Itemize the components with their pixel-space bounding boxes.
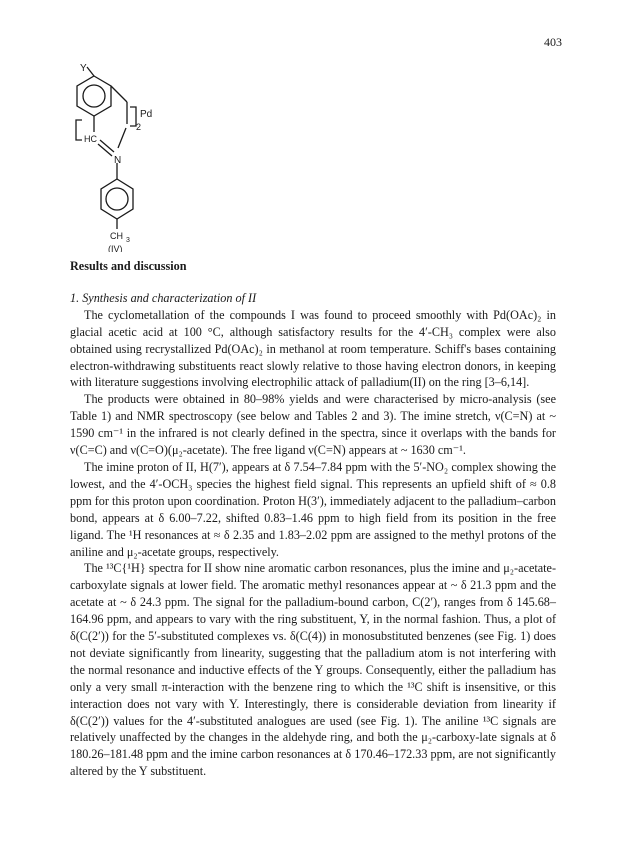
subsection-heading: 1. Synthesis and characterization of II — [70, 290, 257, 305]
substituent-y-label: Y — [80, 63, 87, 74]
page-number: 403 — [544, 35, 562, 49]
imine-hc-label: HC — [84, 134, 97, 144]
left-bracket — [76, 120, 82, 140]
paragraph-2: The products were obtained in 80–98% yields and were characterised by micro-analysis (see Table 1) and NMR spectroscopy (see below and Tables 2 and 3). The imine stretch, ν(C=N) at ~ 1590 cm⁻¹ in the infrared is not clearly defined in the spectra, since it overlaps with the bands for ν(C=C) and ν(C=O)(μ₂-acetate). The free ligand ν(C=N) appears at ~ 1630 cm⁻¹. — [70, 392, 556, 458]
article-body — [70, 258, 556, 780]
upper-benzene-ring — [77, 76, 111, 116]
paragraph-4: The ¹³C{¹H} spectra for II show nine aromatic carbon resonances, plus the imine and μ₂-acetate-carboxylate signals at lower field. The aromatic methyl resonances appear at ~ δ 21.3 ppm and the acetate at ~ δ 24.3 ppm. The signal for the palladium-bound carbon, C(2′), ranges from δ 145.68–164.96 ppm, and appears to vary with the ring substituent, Y, in the normal fashion. Thus, a plot of δ(C(2′)) for the 5′-substituted complexes vs. δ(C(4)) in monosubstituted benzenes (see Fig. 1) does not deviate significantly from linearity, suggesting that the palladium atom is not interfering with the normal resonance and inductive effects of the Y groups. Consequently, either the palladium has only a very small π-interaction with the benzene ring to which the ¹³C shift is insensitive, or this interaction does not vary with Y. Interestingly, there is considerable deviation from linearity if δ(C(2′)) values for the 4′-substituted analogues are used (see Fig. 1). The aniline ¹³C signals are relatively unaffected by the changes in the aldehyde ring, and both the μ₂-carboxy-late signals at δ 180.26–181.48 ppm and the imine carbon resonances at δ 170.46–172.33 ppm, are not significantly altered by the Y substituent. — [70, 561, 556, 779]
y-bond — [87, 67, 94, 76]
cn-double-bond-a — [100, 140, 114, 152]
paragraph-1: The cyclometallation of the compounds I was found to proceed smoothly with Pd(OAc)₂ in glacial acetic acid at 100 °C, although satisfactory results for the 4′-CH₃ complex were also obtained using recrystallized Pd(OAc)₂ in methanol at room temperature. Schiff's bases containing electron-withdrawing substituents react slowly relative to those having electron donors, in keeping with literature suggestions involving electrophilic attack of palladium(II) on the ring [3–6,14]. — [70, 307, 556, 390]
n-pd-bond — [118, 128, 126, 148]
methyl-label: CH — [110, 231, 123, 241]
structure-drawing — [70, 62, 230, 252]
chemical-structure-iv — [70, 62, 230, 252]
lower-ring-aromatic-circle — [106, 188, 128, 210]
dimer-subscript-label: 2 — [136, 122, 142, 132]
paragraph-3: The imine proton of II, H(7′), appears at δ 7.54–7.84 ppm with the 5′-NO₂ complex showing the lowest, and the 4′-OCH₃ species the highest field signal. This represents an upfield shift of ≈ 0.8 ppm for this proton upon coordination. Proton H(3′), immediately adjacent to the palladium–carbon bond, appears at δ 6.00–7.22, shifted 0.83–1.46 ppm to high field from its position in the free ligand. The ¹H resonances at ≈ δ 2.35 and 1.83–2.02 ppm are assigned to the methyl protons of the aniline and μ₂-acetate groups, respectively. — [70, 459, 556, 559]
upper-ring-aromatic-circle — [83, 85, 105, 107]
cn-double-bond-b — [98, 144, 112, 156]
palladium-label: Pd — [140, 109, 153, 120]
ring-pd-bond — [111, 86, 127, 102]
methyl-subscript-label: 3 — [126, 237, 130, 244]
nitrogen-label: N — [114, 155, 122, 166]
compound-number-label: (IV) — [108, 244, 123, 252]
section-heading: Results and discussion — [70, 259, 187, 273]
